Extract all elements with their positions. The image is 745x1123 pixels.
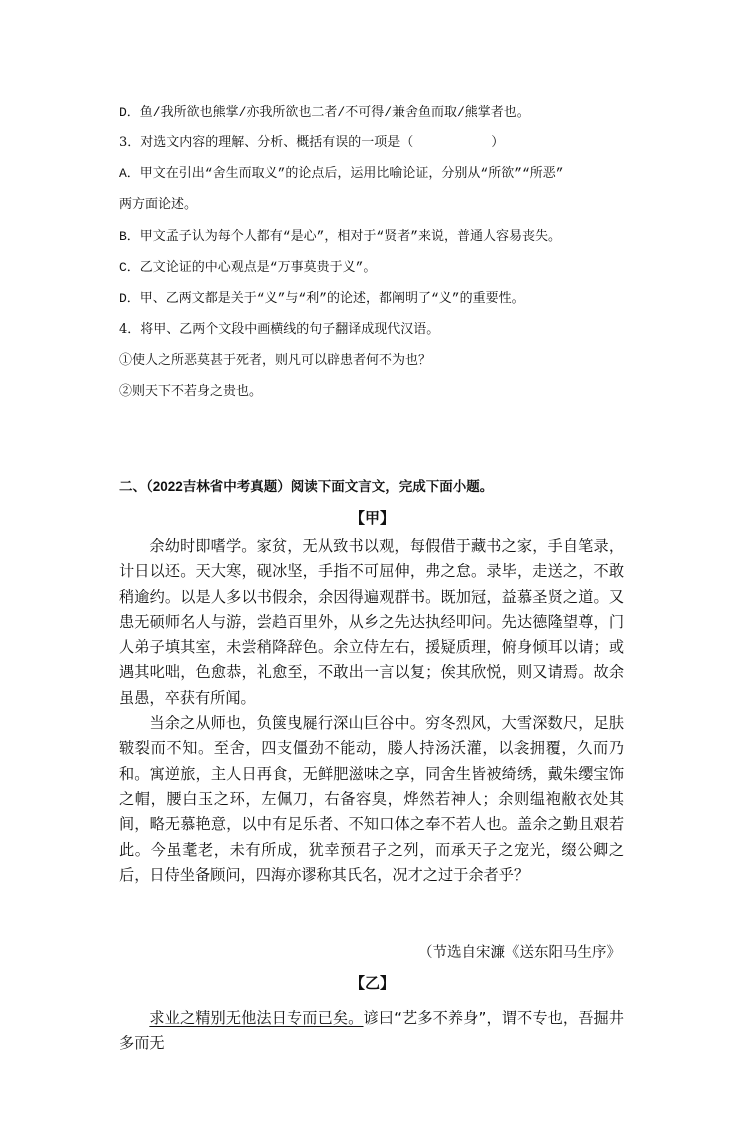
q3-stem-close: ） xyxy=(491,135,505,150)
yi-heading: 【乙】 xyxy=(349,974,395,992)
q3-option-b: B．甲文孟子认为每个人都有“是心”，相对于“贤者”来说，普通人容易丧失。 xyxy=(119,229,562,244)
q3-option-d: D．甲、乙两文都是关于“义”与“利”的论述，都阐明了“义”的重要性。 xyxy=(119,291,525,306)
section-title: 二、（2022吉林省中考真题）阅读下面文言文，完成下面小题。 xyxy=(119,479,494,494)
q3-stem xyxy=(119,134,504,152)
q2-option-d: D．鱼/我所欲也熊掌/亦我所欲也二者/不可得/兼舍鱼而取/熊掌者也。 xyxy=(119,105,530,120)
jia-paragraph-2: 当余之从师也，负箧曳屣行深山巨谷中。穷冬烈风，大雪深数尺，足肤皲裂而不知。至舍，四支僵劲不能动，媵人持汤沃灌，以衾拥覆，久而乃和。寓逆旅，主人日再食，无鲜肥滋味之享，同舍生皆被绮绣，戴朱缨宝饰之帽，腰白玉之环，左佩刀，右备容臭，烨然若神人；余则缊袍敝衣处其间，略无慕艳意，以中有足乐者、不知口体之奉不若人也。盖余之勤且艰若此。今虽耄老，未有所成，犹幸预君子之列，而承天子之宠光，缀公卿之后，日侍坐备顾问，四海亦谬称其氏名，况才之过于余者乎？ xyxy=(119,714,624,884)
q3-option-c: C．乙文论证的中心观点是“万事莫贵于义”。 xyxy=(119,260,377,275)
q4-item-2: ②则天下不若身之贵也。 xyxy=(119,384,263,399)
jia-passage xyxy=(119,534,624,888)
yi-underlined-sentence: 求业之精别无他法日专而已矣。 xyxy=(149,1009,364,1027)
yi-paragraph-1 xyxy=(119,1006,624,1057)
yi-paragraph-text: 谚曰“艺多不养身”，谓不专也，吾掘井多而无 xyxy=(119,1009,624,1053)
jia-source: （节选自宋濂《送东阳马生序》 xyxy=(418,945,621,961)
q3-option-a-cont: 两方面论述。 xyxy=(119,197,198,212)
yi-passage xyxy=(119,1006,624,1057)
jia-paragraph-1: 余幼时即嗜学。家贫，无从致书以观，每假借于藏书之家，手自笔录，计日以还。天大寒，砚冰坚，手指不可屈伸，弗之怠。录毕，走送之，不敢稍逾约。以是人多以书假余，余因得遍观群书。既加冠，益慕圣贤之道。又患无硕师名人与游，尝趋百里外，从乡之先达执经叩问。先达德隆望尊，门人弟子填其室，未尝稍降辞色。余立侍左右，援疑质理，俯身倾耳以请；或遇其叱咄，色愈恭，礼愈至，不敢出一言以复；俟其欣悦，则又请焉。故余虽愚，卒获有所闻。 xyxy=(119,537,624,707)
jia-heading: 【甲】 xyxy=(349,509,395,527)
q4-item-1: ①使人之所恶莫甚于死者，则凡可以辟患者何不为也？ xyxy=(119,353,432,368)
q4-stem: 4．将甲、乙两个文段中画横线的句子翻译成现代汉语。 xyxy=(119,322,440,337)
q3-option-a: A．甲文在引出“舍生而取义”的论点后，运用比喻论证，分别从“所欲”“所恶” xyxy=(119,166,564,181)
q3-stem-text: 3．对选文内容的理解、分析、概括有误的一项是（ xyxy=(119,135,414,150)
